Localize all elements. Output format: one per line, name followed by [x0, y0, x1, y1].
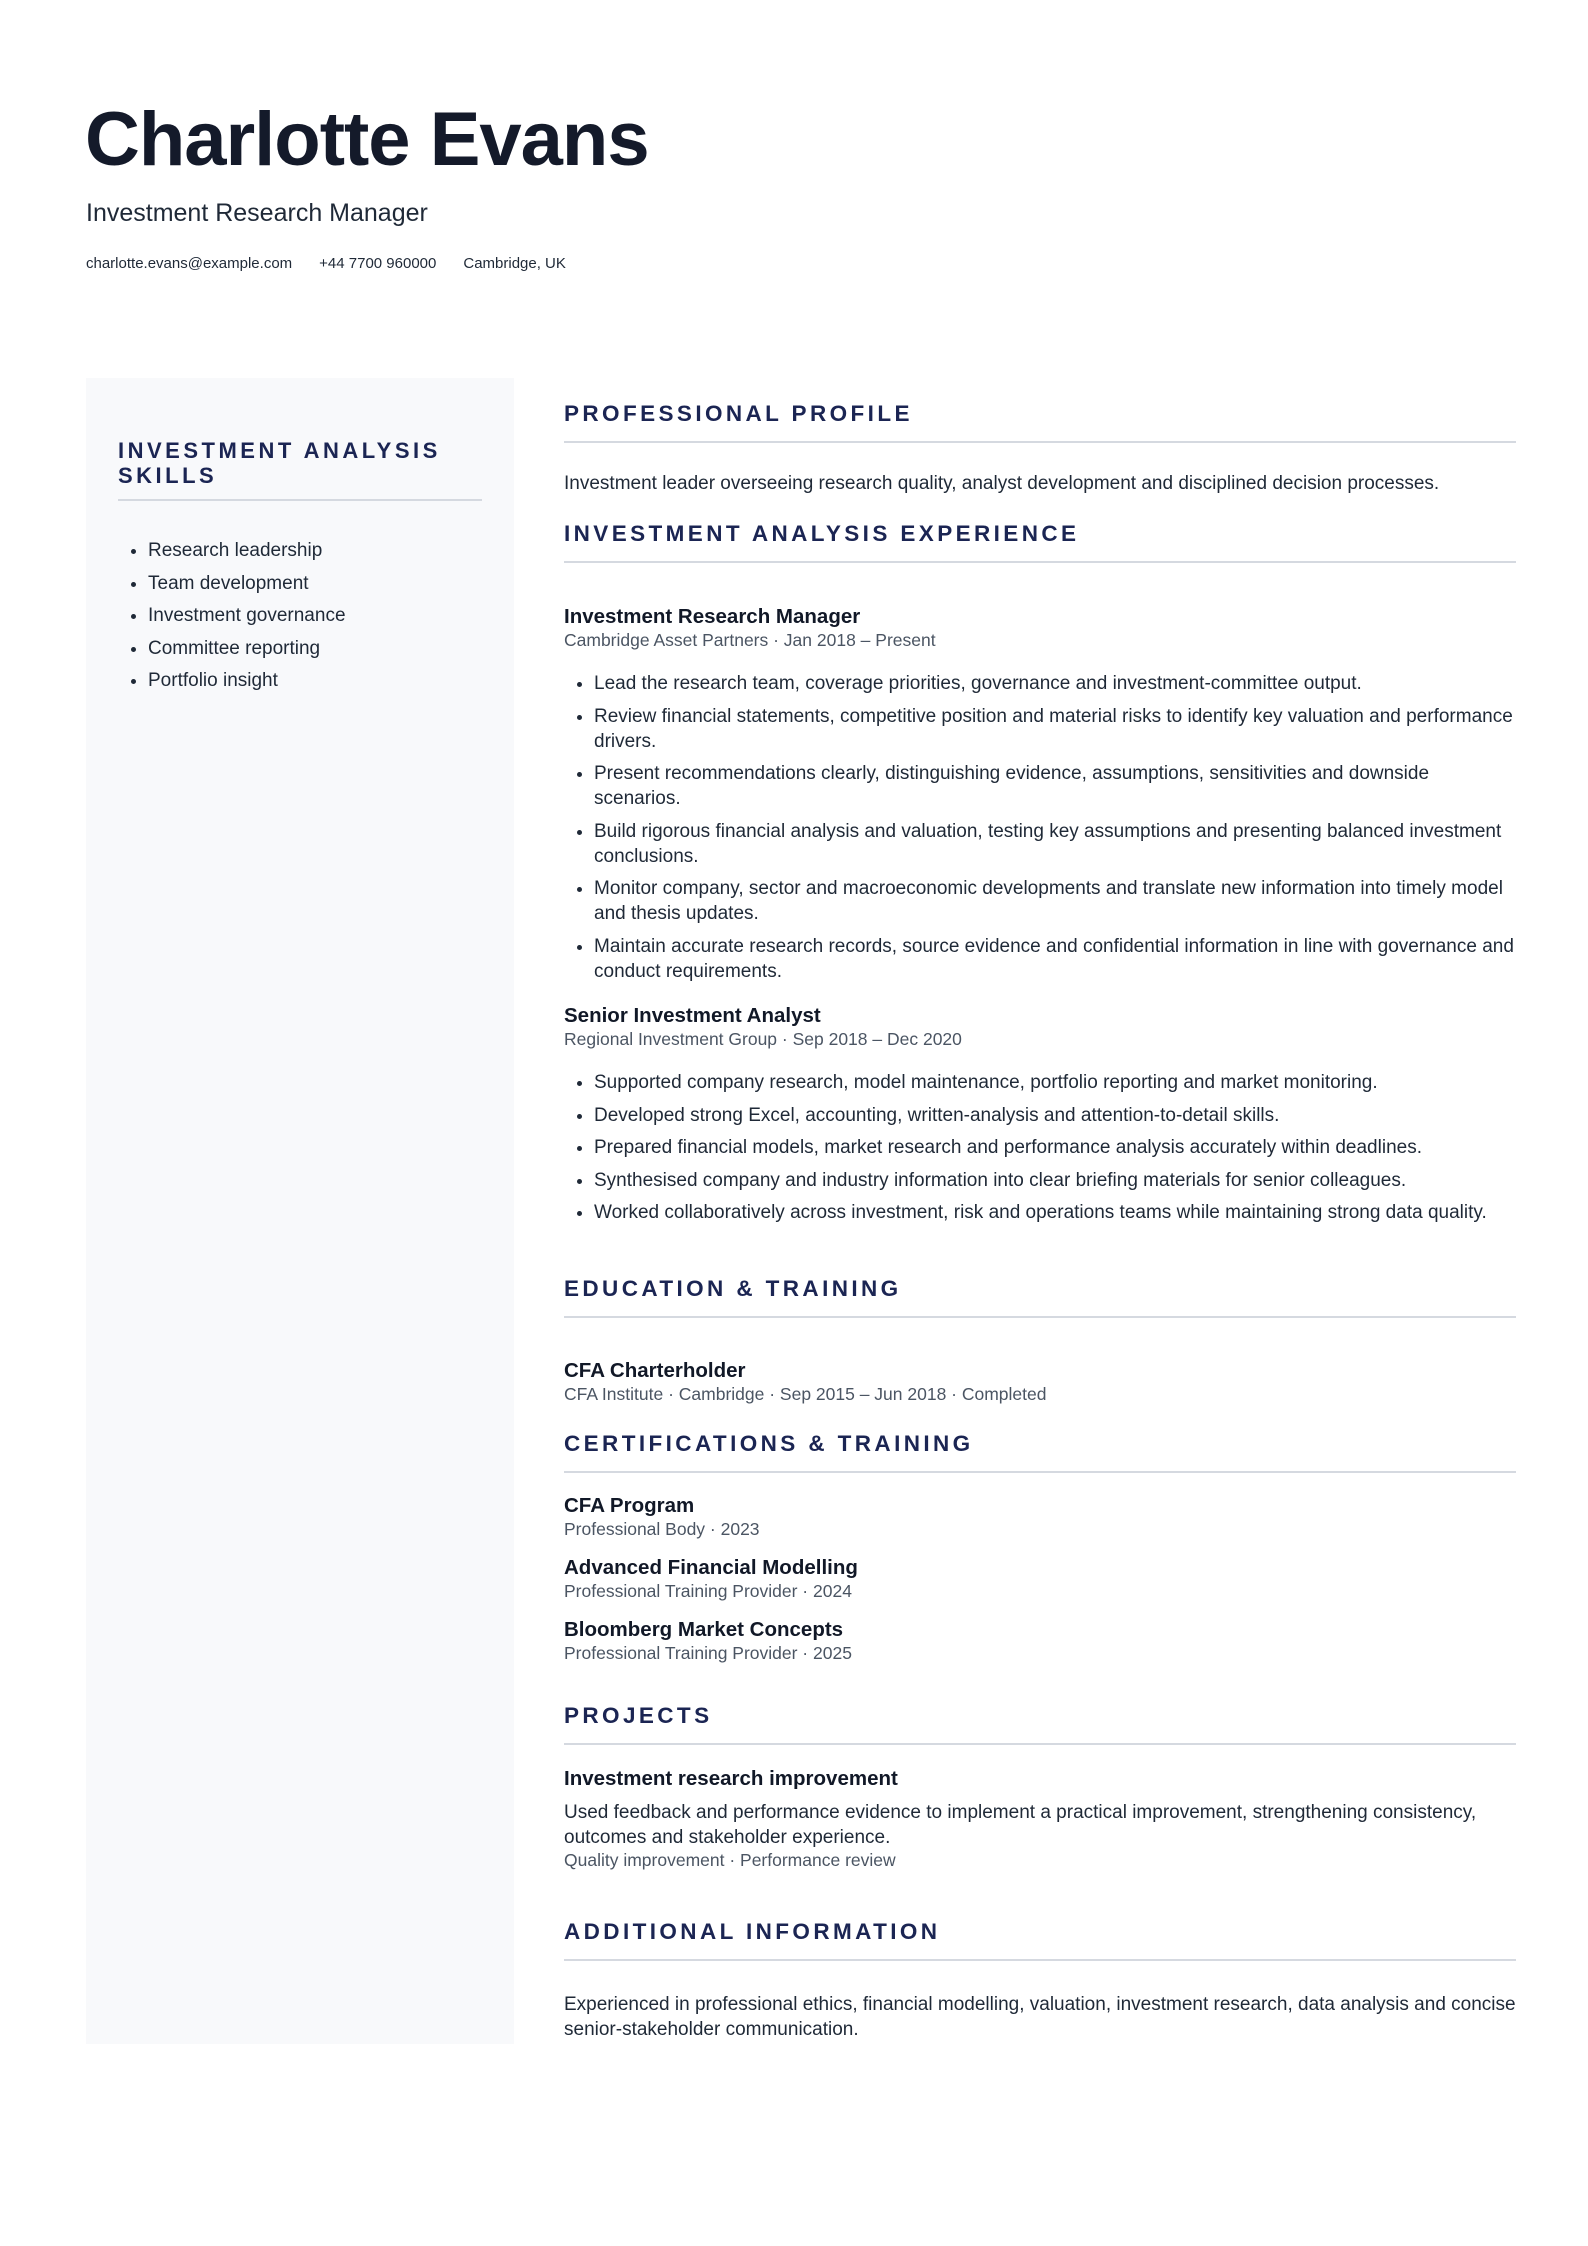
job-meta: Regional Investment Group · Sep 2018 – Dec 2020: [564, 1029, 962, 1049]
experience-divider: [564, 561, 1516, 563]
certification-meta: Professional Training Provider · 2024: [564, 1581, 852, 1601]
project-title: Investment research improvement: [564, 1767, 898, 1790]
skill-item: • Research leadership: [148, 535, 346, 568]
skills-divider: [118, 499, 482, 501]
additional-divider: [564, 1959, 1516, 1961]
skill-item: • Committee reporting: [148, 633, 346, 666]
job-bullet: • Monitor company, sector and macroeconomic developments and translate new information into timely model and thesis updates.: [594, 876, 1516, 926]
contact-row: [86, 253, 566, 275]
projects-heading: PROJECTS: [564, 1703, 713, 1728]
certifications-heading: CERTIFICATIONS & TRAINING: [564, 1431, 974, 1456]
job-title: Senior Investment Analyst: [564, 1004, 821, 1027]
skill-item: • Portfolio insight: [148, 665, 346, 698]
job-bullet: • Prepared financial models, market research and performance analysis accurately within deadlines.: [594, 1135, 1516, 1160]
skills-list: [118, 535, 346, 698]
profile-divider: [564, 441, 1516, 443]
projects-divider: [564, 1743, 1516, 1745]
experience-heading: INVESTMENT ANALYSIS EXPERIENCE: [564, 521, 1080, 546]
certification-meta: Professional Training Provider · 2025: [564, 1643, 852, 1663]
job-bullets: [564, 671, 1516, 991]
job-bullets: [564, 1070, 1516, 1233]
job-meta: Cambridge Asset Partners · Jan 2018 – Present: [564, 630, 936, 650]
contact-phone[interactable]: +44 7700 960000: [319, 255, 437, 272]
job-title: Investment Research Manager: [564, 605, 861, 628]
education-title: CFA Charterholder: [564, 1359, 746, 1382]
skill-item: • Team development: [148, 568, 346, 601]
job-bullet: • Supported company research, model maintenance, portfolio reporting and market monitoring.: [594, 1070, 1516, 1095]
certification-title: Advanced Financial Modelling: [564, 1556, 858, 1579]
job-bullet: • Build rigorous financial analysis and valuation, testing key assumptions and presenting balanced investment conclusions.: [594, 819, 1516, 869]
job-bullet: • Present recommendations clearly, distinguishing evidence, assumptions, sensitivities and downside scenarios.: [594, 761, 1516, 811]
skills-sidebar: [86, 378, 514, 2044]
job-bullet: • Review financial statements, competitive position and material risks to identify key valuation and performance drivers.: [594, 704, 1516, 754]
skills-heading: INVESTMENT ANALYSIS SKILLS: [118, 438, 441, 488]
job-bullet: • Synthesised company and industry information into clear briefing materials for senior colleagues.: [594, 1168, 1516, 1193]
candidate-name: Charlotte Evans: [85, 97, 649, 182]
education-heading: EDUCATION & TRAINING: [564, 1276, 902, 1301]
education-meta: CFA Institute · Cambridge · Sep 2015 – Jun 2018 · Completed: [564, 1384, 1047, 1404]
additional-text: Experienced in professional ethics, financial modelling, valuation, investment research, data analysis and concise senior-stakeholder communication.: [564, 1994, 1516, 2040]
profile-text: Investment leader overseeing research quality, analyst development and disciplined decision processes.: [564, 473, 1440, 494]
job-bullet: • Worked collaboratively across investment, risk and operations teams while maintaining strong data quality.: [594, 1200, 1516, 1225]
education-divider: [564, 1316, 1516, 1318]
job-bullet: • Maintain accurate research records, source evidence and confidential information in line with governance and conduct requirements.: [594, 934, 1516, 984]
profile-heading: PROFESSIONAL PROFILE: [564, 401, 913, 426]
certification-meta: Professional Body · 2023: [564, 1519, 760, 1539]
additional-heading: ADDITIONAL INFORMATION: [564, 1919, 941, 1944]
candidate-role: Investment Research Manager: [86, 199, 428, 227]
job-bullet: • Lead the research team, coverage priorities, governance and investment-committee output.: [594, 671, 1516, 696]
contact-email[interactable]: charlotte.evans@example.com: [86, 255, 293, 272]
project-meta: Quality improvement · Performance review: [564, 1850, 896, 1870]
certifications-divider: [564, 1471, 1516, 1473]
skill-item: • Investment governance: [148, 600, 346, 633]
project-text: Used feedback and performance evidence to implement a practical improvement, strengthening consistency, outcomes and stakeholder experience.: [564, 1802, 1477, 1848]
certification-title: CFA Program: [564, 1494, 695, 1517]
contact-location: Cambridge, UK: [463, 255, 566, 272]
job-bullet: • Developed strong Excel, accounting, written-analysis and attention-to-detail skills.: [594, 1103, 1516, 1128]
certification-title: Bloomberg Market Concepts: [564, 1618, 844, 1641]
